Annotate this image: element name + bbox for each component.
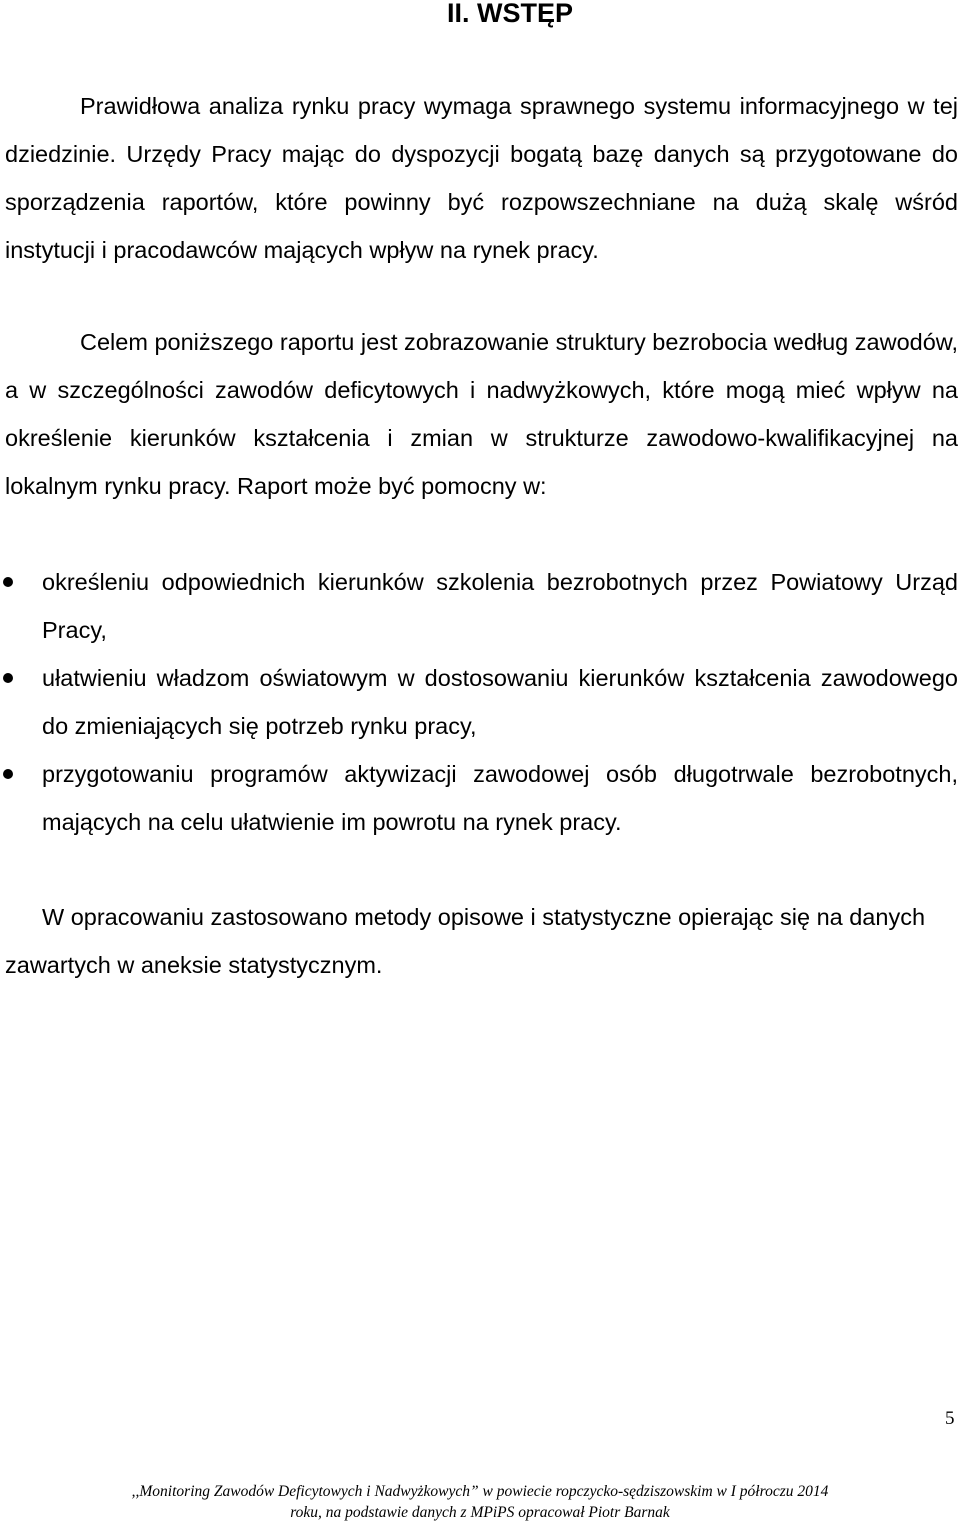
list-item-text: określeniu odpowiednich kierunków szkolenia bezrobotnych przez Powiatowy Urząd Pracy, — [42, 569, 958, 643]
footer-line: roku, na podstawie danych z MPiPS opracował Piotr Barnak — [290, 1504, 670, 1521]
list-item — [0, 654, 958, 750]
page-footer — [0, 1481, 960, 1523]
list-item-text: ułatwieniu władzom oświatowym w dostosowaniu kierunków kształcenia zawodowego do zmieniających się potrzeb rynku pracy, — [42, 665, 958, 739]
footer-line: ,,Monitoring Zawodów Deficytowych i Nadwyżkowych” w powiecie ropczycko-sędziszowskim w I półroczu 2014 — [131, 1483, 829, 1500]
list-item-text: przygotowaniu programów aktywizacji zawodowej osób długotrwale bezrobotnych, mających na celu ułatwienie im powrotu na rynek pracy. — [42, 761, 958, 835]
intro-paragraph: Prawidłowa analiza rynku pracy wymaga sprawnego systemu informacyjnego w tej dziedzinie. Urzędy Pracy mając do dyspozycji bogatą bazę danych są przygotowane do sporządzenia raportów, które powinny być rozpowszechniane na dużą skalę wśród instytucji i pracodawców mających wpływ na rynek pracy. — [5, 93, 958, 263]
list-item — [0, 558, 958, 654]
bullet-icon — [3, 577, 13, 587]
benefits-list — [0, 558, 960, 846]
bullet-icon — [3, 769, 13, 779]
list-item — [0, 750, 958, 846]
page-number: 5 — [945, 1408, 955, 1429]
methods-paragraph: W opracowaniu zastosowano metody opisowe i statystyczne opierając się na danych zawartych w aneksie statystycznym. — [5, 904, 926, 978]
bullet-icon — [3, 673, 13, 683]
purpose-paragraph: Celem poniższego raportu jest zobrazowanie struktury bezrobocia według zawodów, a w szczególności zawodów deficytowych i nadwyżkowych, które mogą mieć wpływ na określenie kierunków kształcenia i zmian w strukturze zawodowo-kwalifikacyjnej na lokalnym rynku pracy. Raport może być pomocny w: — [5, 329, 958, 499]
section-heading: II. WSTĘP — [447, 0, 574, 28]
